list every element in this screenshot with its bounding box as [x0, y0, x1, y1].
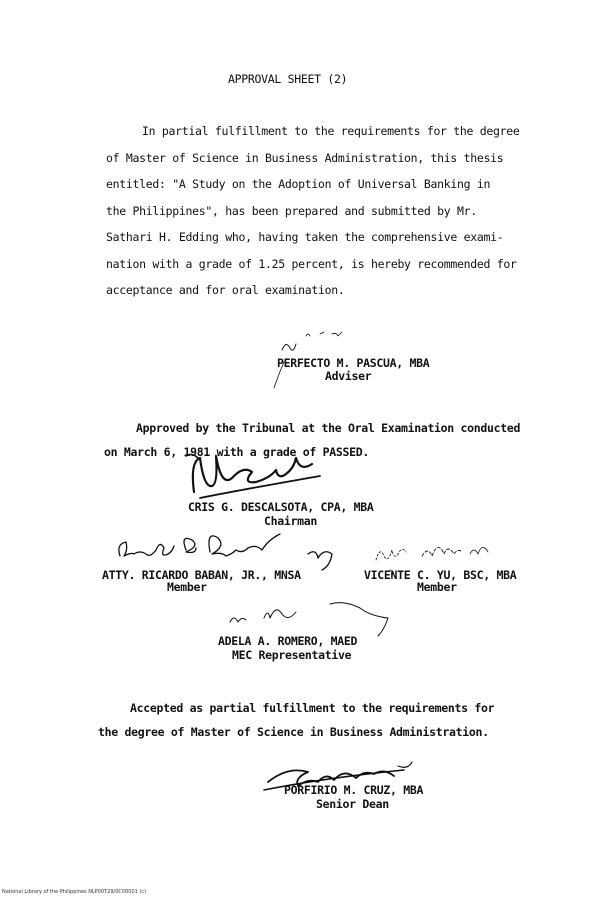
paragraph-line: entitled: "A Study on the Adoption of Universal Banking in	[106, 177, 491, 191]
chairman-name: CRIS G. DESCALSOTA, CPA, MBA	[188, 500, 374, 514]
footer-stamp: National Library of the Philippines NLP00T29/0C00001 (c)	[2, 889, 147, 895]
member-right-role: Member	[417, 580, 457, 594]
approval-line: Approved by the Tribunal at the Oral Examination conducted	[136, 421, 521, 435]
paragraph-line: Sathari H. Edding who, having taken the comprehensive exami-	[106, 230, 504, 244]
paragraph-line: acceptance and for oral examination.	[106, 283, 345, 297]
document-title: APPROVAL SHEET (2)	[228, 72, 348, 86]
paragraph-line: In partial fulfillment to the requirements for the degree	[142, 124, 520, 138]
member-left-name: ATTY. RICARDO BABAN, JR., MNSA	[102, 568, 301, 582]
mec-rep-name: ADELA A. ROMERO, MAED	[218, 634, 358, 648]
adviser-role: Adviser	[325, 369, 372, 383]
approval-line: on March 6, 1981 with a grade of PASSED.	[104, 445, 369, 459]
paragraph-line: of Master of Science in Business Administration, this thesis	[106, 150, 504, 165]
member-right-name: VICENTE C. YU, BSC, MBA	[364, 568, 517, 582]
paragraph-line: nation with a grade of 1.25 percent, is hereby recommended for	[106, 256, 517, 271]
member-left-signature	[112, 516, 352, 576]
dean-role: Senior Dean	[316, 797, 389, 811]
mec-rep-role: MEC Representative	[232, 648, 352, 662]
paragraph-line: the Philippines", has been prepared and submitted by Mr.	[106, 203, 477, 218]
accepted-line: Accepted as partial fulfillment to the requirements for	[130, 701, 495, 715]
dean-name: PORFIRIO M. CRUZ, MBA	[284, 783, 424, 797]
recommendation-paragraph	[106, 118, 526, 304]
chairman-role: Chairman	[264, 514, 317, 528]
adviser-name: PERFECTO M. PASCUA, MBA	[277, 356, 430, 370]
member-left-role: Member	[167, 580, 207, 594]
mec-rep-signature	[220, 590, 420, 640]
accepted-line: the degree of Master of Science in Business Administration.	[98, 725, 489, 739]
